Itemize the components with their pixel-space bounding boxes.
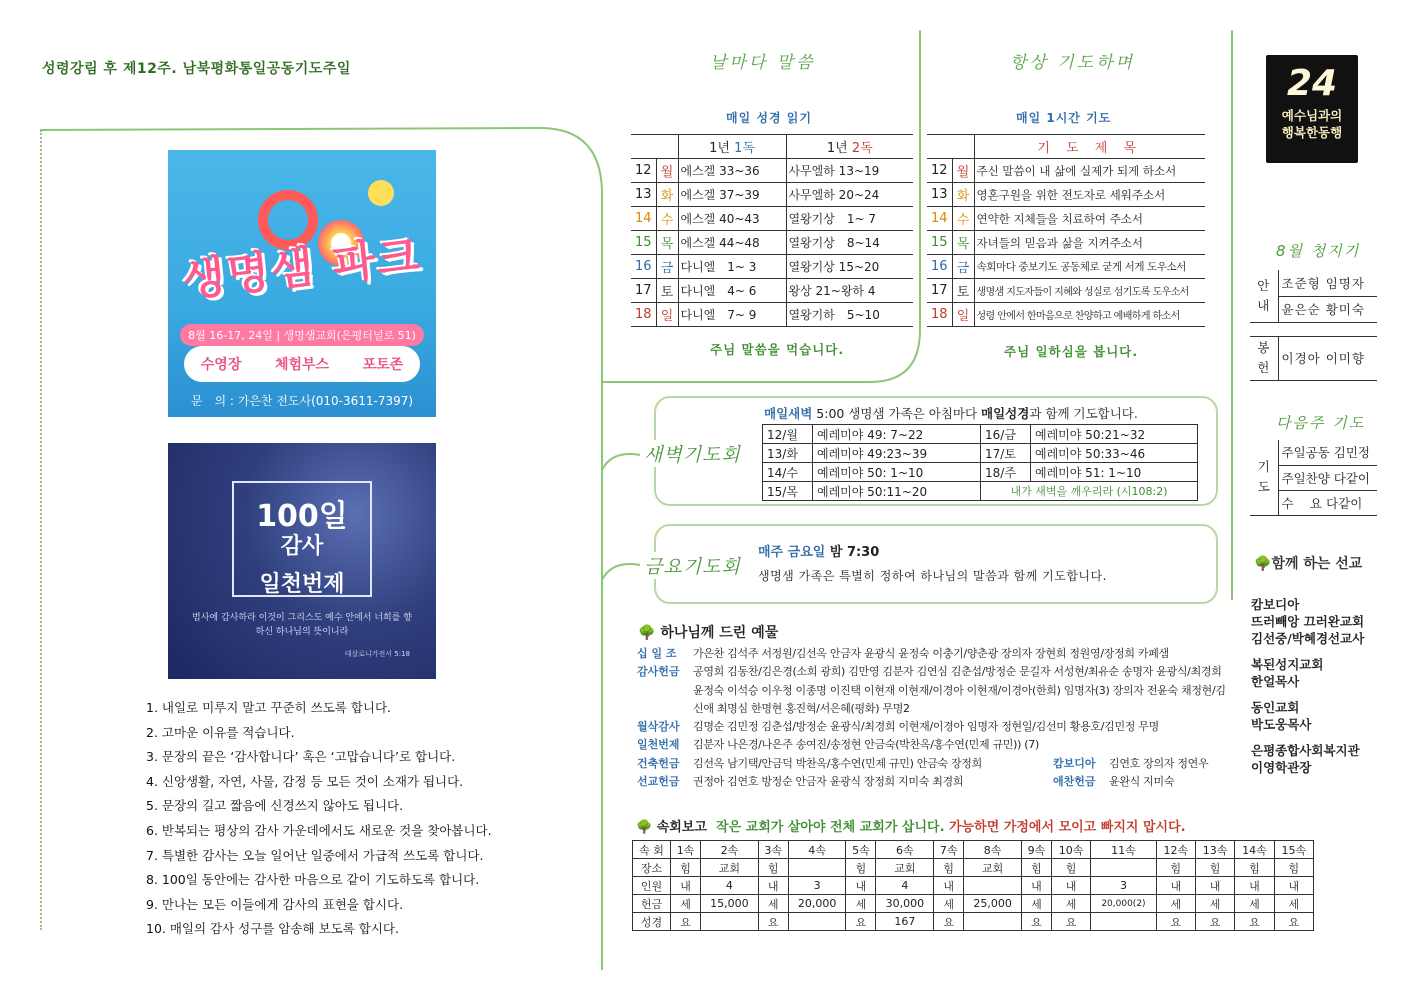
table-cell: 8속: [964, 841, 1022, 859]
table-cell: 3속: [758, 841, 788, 859]
reading-a: 에스겔 33~36: [678, 159, 786, 183]
col-header: 1년: [709, 141, 735, 156]
heading-part: 생명샘 가족은 아침마다: [848, 406, 982, 421]
prayer-topic: 영혼구원을 위한 전도자로 세워주소서: [974, 183, 1205, 207]
table-cell: 내: [1051, 877, 1090, 895]
mission-line: 뜨러빼앙 끄러완교회: [1251, 614, 1365, 629]
reading-b: 열왕기상 1~ 7: [786, 207, 913, 231]
col-header: 기 도 제 목: [974, 135, 1205, 159]
table-cell: 20,000(2): [1091, 895, 1156, 913]
daily-reading-subtitle: 매일 성경 읽기: [726, 111, 812, 125]
day-number: 17: [927, 279, 952, 303]
table-cell: 요: [1021, 913, 1051, 931]
table-cell: 내: [846, 877, 876, 895]
table-row: [1250, 336, 1377, 380]
offering-names: 김선옥 남기택/안금덕 박찬옥/홍수연(민제 규민) 안금숙 장정희: [693, 756, 982, 770]
prayer-topic: 주신 말씀이 내 삶에 실제가 되게 하소서: [974, 159, 1205, 183]
table-cell: 힘: [1274, 859, 1313, 877]
table-cell: 세: [1235, 895, 1274, 913]
table-cell: 14속: [1235, 841, 1274, 859]
list-item: 8. 100일 동안에는 감사한 마음으로 같이 기도하도록 합니다.: [146, 872, 480, 888]
day-of-week: 토: [656, 279, 678, 303]
table-header: [633, 841, 1314, 859]
poster-tag: 수영장: [200, 357, 242, 373]
offering-label: 선교헌금: [637, 775, 680, 789]
list-item: [1251, 596, 1364, 647]
tree-icon: 🌳: [636, 820, 653, 835]
day-number: 16: [631, 255, 656, 279]
poster-contact: 문 의 : 가은찬 전도사(010-3611-7397): [190, 394, 414, 408]
day-number: 14: [927, 207, 952, 231]
reading-cell: 예레미야 50: 1~10: [813, 463, 981, 482]
day-of-week: 화: [656, 183, 678, 207]
table-row: [1250, 440, 1377, 465]
day-number: 13: [631, 183, 656, 207]
list-item: [1251, 699, 1364, 733]
day-of-week: 토: [952, 279, 974, 303]
friday-prayer-heading: [758, 541, 879, 560]
table-row: [633, 913, 1314, 931]
offering-label: 캄보디아: [1053, 756, 1096, 770]
table-cell: 167: [876, 913, 934, 931]
reading-a: 에스겔 37~39: [678, 183, 786, 207]
list-item: 2. 고마운 이유를 적습니다.: [146, 724, 295, 740]
offering-names: 김연호 장의자 정연우: [1109, 756, 1209, 770]
table-row: [631, 159, 913, 183]
table-row: [631, 255, 913, 279]
poster-line1: 100일: [256, 499, 348, 534]
table-cell: [964, 913, 1022, 931]
table-cell: 내: [671, 877, 701, 895]
offering-label: 애찬헌금: [1053, 775, 1096, 789]
table-cell: 11속: [1091, 841, 1156, 859]
table-cell: 20,000: [788, 895, 846, 913]
table-cell: [788, 859, 846, 877]
mission-line: 한얼목사: [1251, 674, 1300, 689]
prayer-topic: 속회마다 중보기도 공동체로 굳게 서게 도우소서: [974, 255, 1205, 279]
friday-prayer-desc: 생명샘 가족은 특별히 정하여 하나님의 말씀과 함께 기도합니다.: [758, 569, 1107, 583]
table-cell: 힘: [1235, 859, 1274, 877]
reading-b: 사무엘하 20~24: [786, 183, 913, 207]
table-cell: 15속: [1274, 841, 1313, 859]
list-item: [1251, 742, 1364, 776]
dawn-reading-table: [762, 424, 1198, 501]
mission-line: 김선중/박혜경선교사: [1251, 631, 1365, 646]
list-item: 10. 매일의 감사 성구를 암송해 보도록 합시다.: [146, 921, 399, 937]
cell-meeting-title-text: 속회보고: [656, 820, 707, 835]
day-number: 15: [927, 231, 952, 255]
table-cell: 힘: [846, 859, 876, 877]
day-of-week: 화: [952, 183, 974, 207]
heading-time: 5:00: [812, 406, 849, 421]
list-item: [637, 645, 1227, 663]
table-row: [763, 444, 1198, 463]
table-cell: 요: [1156, 913, 1195, 931]
reading-cell: 예레미야 51: 1~10: [1031, 463, 1198, 482]
table-cell: 교회: [964, 859, 1022, 877]
table-cell: 5속: [846, 841, 876, 859]
friday-prayer-label: 금요기도회: [640, 552, 745, 579]
cell-meeting-message: 가능하면 가정에서 모이고 빠지지 맙시다.: [949, 820, 1186, 835]
row-label: 속 회: [633, 841, 671, 859]
list-item: 9. 만나는 모든 이들에게 감사의 표현을 합시다.: [146, 896, 404, 912]
col-header: 1년: [826, 141, 852, 156]
table-cell: 세: [1195, 895, 1234, 913]
poster-date: 8월 16-17, 24일 | 생명샘교회(은평터널로 51): [180, 324, 424, 346]
offering-label: 십 일 조: [637, 647, 677, 660]
table-header: [927, 135, 1205, 159]
next-prayer-table: [1250, 440, 1377, 516]
list-item: 6. 반복되는 평상의 감사 가운데에서도 새로운 것을 찾아봅니다.: [146, 822, 492, 838]
day-of-week: 월: [952, 159, 974, 183]
offering-names: 윤완식 지미숙: [1109, 775, 1175, 789]
offering-label: 일천번제: [637, 738, 680, 752]
table-cell: 힘: [1021, 859, 1051, 877]
row-label: 성경: [633, 913, 671, 931]
col-header-num: 2독: [851, 141, 873, 156]
table-cell: 세: [1274, 895, 1313, 913]
offering-title-text: 하나님께 드린 예물: [660, 625, 779, 641]
next-prayer-title: 다음주 기도: [1276, 414, 1366, 432]
row-label: 장소: [633, 859, 671, 877]
table-cell: 세: [1021, 895, 1051, 913]
date-cell: 15/목: [763, 482, 813, 501]
logo-number: 24: [1286, 63, 1338, 104]
prayer-topic: 자녀들의 믿음과 삶을 지켜주소서: [974, 231, 1205, 255]
table-cell: 4: [701, 877, 759, 895]
reading-a: 에스겔 40~43: [678, 207, 786, 231]
mission-line: 캄보디아: [1251, 597, 1300, 612]
list-item: [637, 736, 1227, 754]
reading-cell: 예레미야 50:11~20: [813, 482, 981, 501]
date-cell: 12/월: [763, 425, 813, 444]
table-row: [927, 231, 1205, 255]
hour-prayer-subtitle: 매일 1시간 기도: [1016, 111, 1112, 125]
table-cell: 내: [1235, 877, 1274, 895]
table-cell: 9속: [1021, 841, 1051, 859]
list-item: 1. 내일로 미루지 말고 꾸준히 쓰도록 합니다.: [146, 700, 392, 715]
offering-names: 김분자 나은경/나은주 송여진/송정현 안금숙(박찬옥/홍수연(민제 규민)) (7): [693, 738, 1039, 752]
poster-verse-ref: 데살로니가전서 5:18: [344, 650, 410, 658]
summer-park-poster: [168, 150, 436, 417]
date-cell: 14/수: [763, 463, 813, 482]
tree-icon: 🌳: [1254, 556, 1272, 572]
offering-names: 가은찬 김석주 서정원/김선옥 안금자 윤광식 윤정숙 이충기/양춘광 장의자 장현희 정원영/장정희 카페샘: [693, 647, 1169, 660]
table-row: [763, 482, 1198, 501]
poster-tag: 체험부스: [274, 357, 330, 373]
dawn-prayer-label: 새벽기도회: [640, 440, 745, 467]
table-cell: 25,000: [964, 895, 1022, 913]
reading-b: 열왕기하 5~10: [786, 303, 913, 327]
table-cell: 요: [758, 913, 788, 931]
next-prayer-key: 기도: [1250, 440, 1278, 515]
reading-b: 열왕기상 8~14: [786, 231, 913, 255]
list-item: [637, 718, 1227, 736]
table-cell: 내: [934, 877, 964, 895]
tree-icon: 🌳: [638, 625, 656, 641]
mission-line: 박도웅목사: [1251, 717, 1312, 732]
steward-names: 이경아 이미향: [1278, 336, 1377, 380]
day-of-week: 금: [952, 255, 974, 279]
offering-title: [638, 622, 778, 642]
thanks-rules-list: [146, 696, 492, 942]
prayer-topic: 연약한 지체들을 치료하여 주소서: [974, 207, 1205, 231]
offering-names: 권정아 김연호 방정순 안금자 윤광식 장정희 지미숙 최경희: [693, 775, 964, 789]
list-item: 5. 문장의 길고 짧음에 신경쓰지 않아도 됩니다.: [146, 798, 404, 814]
table-cell: 힘: [1195, 859, 1234, 877]
reading-a: 다니엘 1~ 3: [678, 255, 786, 279]
poster-verse: 범사에 감사하라 이것이 그리스도 예수 안에서 너희를 향하신 하나님의 뜻이니라: [192, 613, 412, 637]
table-cell: [1091, 913, 1156, 931]
table-cell: 힘: [934, 859, 964, 877]
table-cell: 내: [1274, 877, 1313, 895]
table-cell: 1속: [671, 841, 701, 859]
date-cell: 18/주: [981, 463, 1031, 482]
table-cell: 요: [1195, 913, 1234, 931]
heading-part: 매일성경: [981, 406, 1030, 421]
table-cell: 4속: [788, 841, 846, 859]
poster-title: 생명샘 파크: [180, 230, 424, 307]
day-number: 18: [927, 303, 952, 327]
mission-title-text: 함께 하는 선교: [1271, 556, 1363, 572]
table-cell: 세: [1051, 895, 1090, 913]
table-row: [631, 279, 913, 303]
date-cell: 13/화: [763, 444, 813, 463]
heading-part: 매주 금요일: [758, 545, 826, 560]
table-cell: 내: [758, 877, 788, 895]
day-of-week: 월: [656, 159, 678, 183]
list-item: [637, 663, 1227, 718]
table-row: [927, 255, 1205, 279]
logo-line1: 예수님과의: [1281, 108, 1343, 123]
table-cell: 교회: [701, 859, 759, 877]
offering-label: 월삭감사: [637, 720, 680, 734]
steward-key: 봉헌: [1250, 336, 1278, 380]
table-cell: 3: [788, 877, 846, 895]
mission-line: 은평종합사회복지관: [1251, 743, 1360, 758]
offering-label: 감사헌금: [637, 665, 680, 679]
mission-line: 동인교회: [1251, 700, 1300, 715]
table-cell: 30,000: [876, 895, 934, 913]
dawn-prayer-heading: [764, 404, 1138, 422]
table-cell: 12속: [1156, 841, 1195, 859]
table-cell: 힘: [758, 859, 788, 877]
page-header-title: 성령강림 후 제12주. 남북평화통일공동기도주일: [42, 61, 351, 77]
table-cell: 요: [1235, 913, 1274, 931]
table-row: [927, 303, 1205, 327]
day-number: 12: [631, 159, 656, 183]
mission-line: 복된성지교회: [1251, 657, 1324, 672]
table-cell: 10속: [1051, 841, 1090, 859]
steward-names: 조준형 임명자: [1278, 270, 1377, 296]
table-row: [763, 425, 1198, 444]
table-row: [631, 207, 913, 231]
prayer-topic: 생명샘 지도자들이 지혜와 성실로 섬기도록 도우소서: [974, 279, 1205, 303]
daily-reading-footer: 주님 말씀을 먹습니다.: [710, 342, 845, 357]
cell-meeting-message: 작은 교회가 살아야 전체 교회가 삽니다.: [716, 820, 950, 835]
list-item: [637, 755, 1227, 773]
table-cell: 세: [758, 895, 788, 913]
poster-tags: [184, 346, 420, 382]
table-cell: 4: [876, 877, 934, 895]
table-row: [1250, 270, 1377, 296]
prayer-topic: 성령 안에서 한마음으로 찬양하고 예배하게 하소서: [974, 303, 1205, 327]
day-number: 18: [631, 303, 656, 327]
table-row: [633, 895, 1314, 913]
table-cell: [701, 913, 759, 931]
list-item: [637, 773, 1227, 791]
table-cell: [788, 913, 846, 931]
steward-names: 윤은순 황미숙: [1278, 296, 1377, 322]
steward-key: 안내: [1250, 270, 1278, 322]
reading-cell: 예레미야 49: 7~22: [813, 425, 981, 444]
table-cell: 2속: [701, 841, 759, 859]
date-cell: 17/토: [981, 444, 1031, 463]
day-of-week: 금: [656, 255, 678, 279]
table-cell: 세: [934, 895, 964, 913]
table-row: [633, 859, 1314, 877]
list-item: 3. 문장의 끝은 ‘감사합니다’ 혹은 ‘고맙습니다’로 합니다.: [146, 749, 456, 765]
table-row: [927, 207, 1205, 231]
reading-a: 다니엘 7~ 9: [678, 303, 786, 327]
row-label: 인원: [633, 877, 671, 895]
table-row: [631, 303, 913, 327]
date-cell: 16/금: [981, 425, 1031, 444]
day-of-week: 수: [656, 207, 678, 231]
table-cell: [1091, 859, 1156, 877]
dawn-verse: 내가 새벽을 깨우리라 (시108:2): [981, 482, 1198, 501]
poster-line2: 감사: [280, 534, 324, 559]
reading-a: 다니엘 4~ 6: [678, 279, 786, 303]
table-row: [927, 183, 1205, 207]
list-item: 7. 특별한 감사는 오늘 일어난 일중에서 가급적 쓰도록 합니다.: [146, 847, 484, 863]
heading-part: 과 함께 기도합니다.: [1029, 406, 1138, 421]
list-item: 4. 신앙생활, 자연, 사물, 감정 등 모든 것이 소재가 됩니다.: [146, 773, 464, 789]
table-row: [631, 183, 913, 207]
table-cell: 3: [1091, 877, 1156, 895]
col-header-num: 1독: [734, 141, 755, 156]
reading-a: 에스겔 44~48: [678, 231, 786, 255]
table-row: [633, 877, 1314, 895]
day-of-week: 일: [656, 303, 678, 327]
day-number: 16: [927, 255, 952, 279]
table-cell: 힘: [671, 859, 701, 877]
heading-part: 밤 7:30: [825, 545, 880, 560]
church-logo: [1266, 55, 1358, 163]
logo-line2: 행복한동행: [1281, 125, 1343, 140]
table-row: [927, 159, 1205, 183]
always-pray-title: 항상 기도하며: [1010, 53, 1135, 73]
reading-cell: 예레미야 49:23~39: [813, 444, 981, 463]
table-cell: 내: [1021, 877, 1051, 895]
table-cell: 15,000: [701, 895, 759, 913]
table-cell: 힘: [1156, 859, 1195, 877]
table-cell: 세: [1156, 895, 1195, 913]
table-cell: 요: [671, 913, 701, 931]
mission-line: 이영학관장: [1251, 760, 1312, 775]
heading-part: 매일새벽: [764, 406, 813, 421]
prayer-topic-table: [927, 134, 1205, 327]
next-prayer-entry: 주일공동 김민정: [1278, 440, 1377, 465]
daily-reading-table: [631, 134, 913, 327]
reading-cell: 예레미야 50:33~46: [1031, 444, 1198, 463]
table-row: [763, 463, 1198, 482]
table-cell: 내: [1195, 877, 1234, 895]
next-prayer-entry: 주일찬양 다같이: [1278, 465, 1377, 490]
steward-title: 8월 청지기: [1276, 242, 1361, 260]
table-header: [631, 135, 913, 159]
list-item: [1251, 656, 1364, 690]
table-row: [927, 279, 1205, 303]
table-cell: 요: [846, 913, 876, 931]
day-of-week: 목: [952, 231, 974, 255]
daily-word-title: 날마다 말씀: [710, 53, 816, 73]
row-label: 헌금: [633, 895, 671, 913]
reading-b: 사무엘하 13~19: [786, 159, 913, 183]
reading-b: 열왕기상 15~20: [786, 255, 913, 279]
table-cell: 내: [1156, 877, 1195, 895]
table-cell: 요: [1051, 913, 1090, 931]
table-cell: 6속: [876, 841, 934, 859]
table-cell: 세: [846, 895, 876, 913]
table-cell: 요: [1274, 913, 1313, 931]
day-of-week: 수: [952, 207, 974, 231]
day-number: 13: [927, 183, 952, 207]
day-number: 15: [631, 231, 656, 255]
next-prayer-entry: 수 요 다같이: [1278, 490, 1377, 515]
offering-label: 건축헌금: [637, 756, 680, 770]
hour-prayer-footer: 주님 일하심을 봅니다.: [1004, 344, 1139, 359]
day-number: 17: [631, 279, 656, 303]
cell-meeting-title: [636, 816, 1186, 835]
mission-title: [1254, 553, 1362, 573]
offering-names: 공영희 김동찬/김은경(소희 광희) 김만영 김분자 김연심 김춘섭/방정순 문길자 서성현/최유순 송명자 윤광식/최경희 윤정숙 이석승 이우청 이종명 이진택 이현재 이현재/이경아 이현재/이경아(한희) 임명자(3) 장의자 전윤숙 채정현/김신애 최명심 한명현 홍진혁/서은혜(평화) 무명2: [693, 665, 1226, 715]
table-row: [631, 231, 913, 255]
reading-b: 왕상 21~왕하 4: [786, 279, 913, 303]
offering-names: 김명순 김민정 김춘섭/방정순 윤광식/최경희 이현재/이경아 임명자 정현일/김선미 황용호/김민정 무명: [693, 720, 1159, 734]
cell-meeting-table: [632, 840, 1314, 931]
table-cell: 교회: [876, 859, 934, 877]
reading-cell: 예레미야 50:21~32: [1031, 425, 1198, 444]
table-cell: 요: [934, 913, 964, 931]
table-cell: [964, 877, 1022, 895]
table-cell: 세: [671, 895, 701, 913]
day-of-week: 목: [656, 231, 678, 255]
day-number: 14: [631, 207, 656, 231]
table-cell: 13속: [1195, 841, 1234, 859]
offering-list: [637, 645, 1227, 791]
day-number: 12: [927, 159, 952, 183]
steward-table: [1250, 270, 1377, 381]
thanks-100-days-poster: [168, 443, 436, 679]
table-cell: 힘: [1051, 859, 1090, 877]
table-cell: 7속: [934, 841, 964, 859]
day-of-week: 일: [952, 303, 974, 327]
poster-line3: 일천번제: [259, 572, 345, 597]
mission-list: [1251, 596, 1364, 785]
poster-tag: 포토존: [362, 357, 404, 373]
